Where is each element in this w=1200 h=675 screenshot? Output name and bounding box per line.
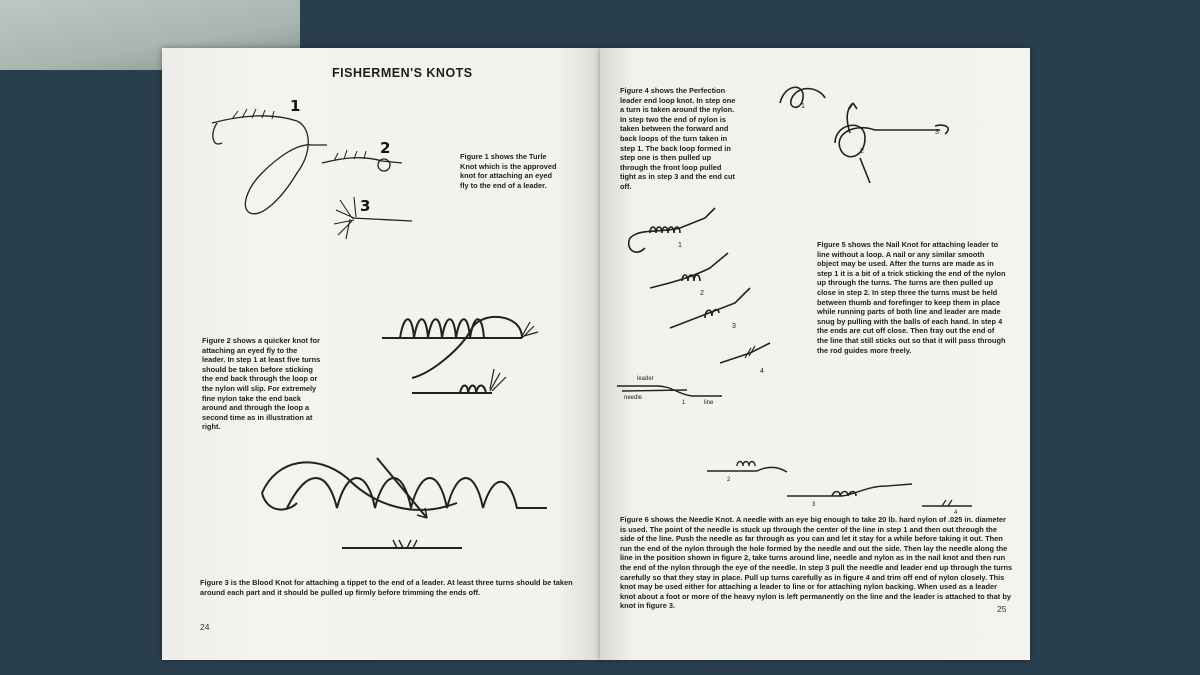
fig6-label-step1: 1 [682,400,686,406]
fig6-label-step3: 3 [812,502,816,508]
figure3-illustration [257,448,557,558]
right-page [600,48,1030,660]
fig6-label-needle: needle [624,395,643,401]
figure1-caption: Figure 1 shows the Turle Knot which is the approved knot for attaching an eyed fly to the end of a leader. [460,152,557,190]
page-title: FISHERMEN'S KNOTS [332,66,473,80]
fig6-label-step2: 2 [727,477,731,483]
fig5-step-3: 3 [732,323,736,330]
page-number-right: 25 [997,604,1007,614]
left-page [162,48,600,660]
figure5-caption: Figure 5 shows the Nail Knot for attaching leader to line without a loop. A nail or any similar smooth object may be used. After the turns are made as in step 1 it is a bit of a trick sticking the end of the nylon up through the turns. The turns are then pulled up close in step 2. In step three the turns must be held between thumb and forefinger to keep them in place while running parts of both line and leader are made snug by pulling with the balls of each hand. In step 4 the ends are cut off close. Then fray out the end of the line that still sticks out so that it will pass through the rod guides more freely. [817,240,1006,355]
step-number-1: 1 [290,97,301,115]
fig5-step-4: 4 [760,368,764,375]
step-number-3: 3 [360,197,371,215]
figure3-caption: Figure 3 is the Blood Knot for attaching a tippet to the end of a leader. At least three turns should be taken around each part and it should be pulled up firmly before trimming the ends off. [200,578,573,597]
fig5-step-2: 2 [700,290,704,297]
figure2-caption: Figure 2 shows a quicker knot for attaching an eyed fly to the leader. In step 1 at least five turns should be taken before sticking the end back through the loop or the nylon will slip. For extremely fine nylon take the end back around and through the loop a second time as in illustration at right. [202,336,321,432]
figure1-illustration [202,93,422,243]
fig6-label-leader: leader [637,376,654,382]
fig6-label-line: line [704,400,714,406]
fig4-step-2: 2 [860,148,864,155]
figure5-illustration [620,203,800,393]
fig5-step-1: 1 [678,242,682,249]
figure4-caption: Figure 4 shows the Perfection leader end loop knot. In step one a turn is taken around the nylon. In step two the end of nylon is taken between the forward and back loops of the turn taken in step 1. The back loop formed in step one is then pulled up through the front loop pulled tight as in step 3 and the end cut off. [620,86,736,191]
step-number-2: 2 [380,139,391,157]
page-number-left: 24 [200,622,210,632]
fig6-label-step4: 4 [954,510,958,516]
figure2-illustration [372,303,562,423]
fig4-step-1: 1 [801,103,805,110]
fig4-step-3: 3 [935,129,939,136]
figure6-caption: Figure 6 shows the Needle Knot. A needle with an eye big enough to take 20 lb. hard nylon of .025 in. diameter is used. The point of the needle is stuck up through the center of the line in step 1 and then out through the side of the line. Push the needle as far through as you can and let it stay for a while before taking it out. Then run the end of the nylon through the hole formed by the needle and out the side. Then lay the needle along the line in the position shown in figure 2, take turns around line, needle and nylon as in the nail knot and then run the end of the nylon through the eye of the needle. In step 3 pull the needle and leader end up through the turns carefully so that they stay in place. Pull up turns carefully as in figure 4 and trim off end of nylon closely. This knot may be used either for attaching a leader to line or for attaching nylon backing. When used as a leader knot about a foot or more of the heavy nylon is left permanently on the line and the leader is attached to that by knot in figure 3. [620,515,1013,611]
figure6-illustration [612,366,982,516]
figure4-illustration [775,78,965,193]
